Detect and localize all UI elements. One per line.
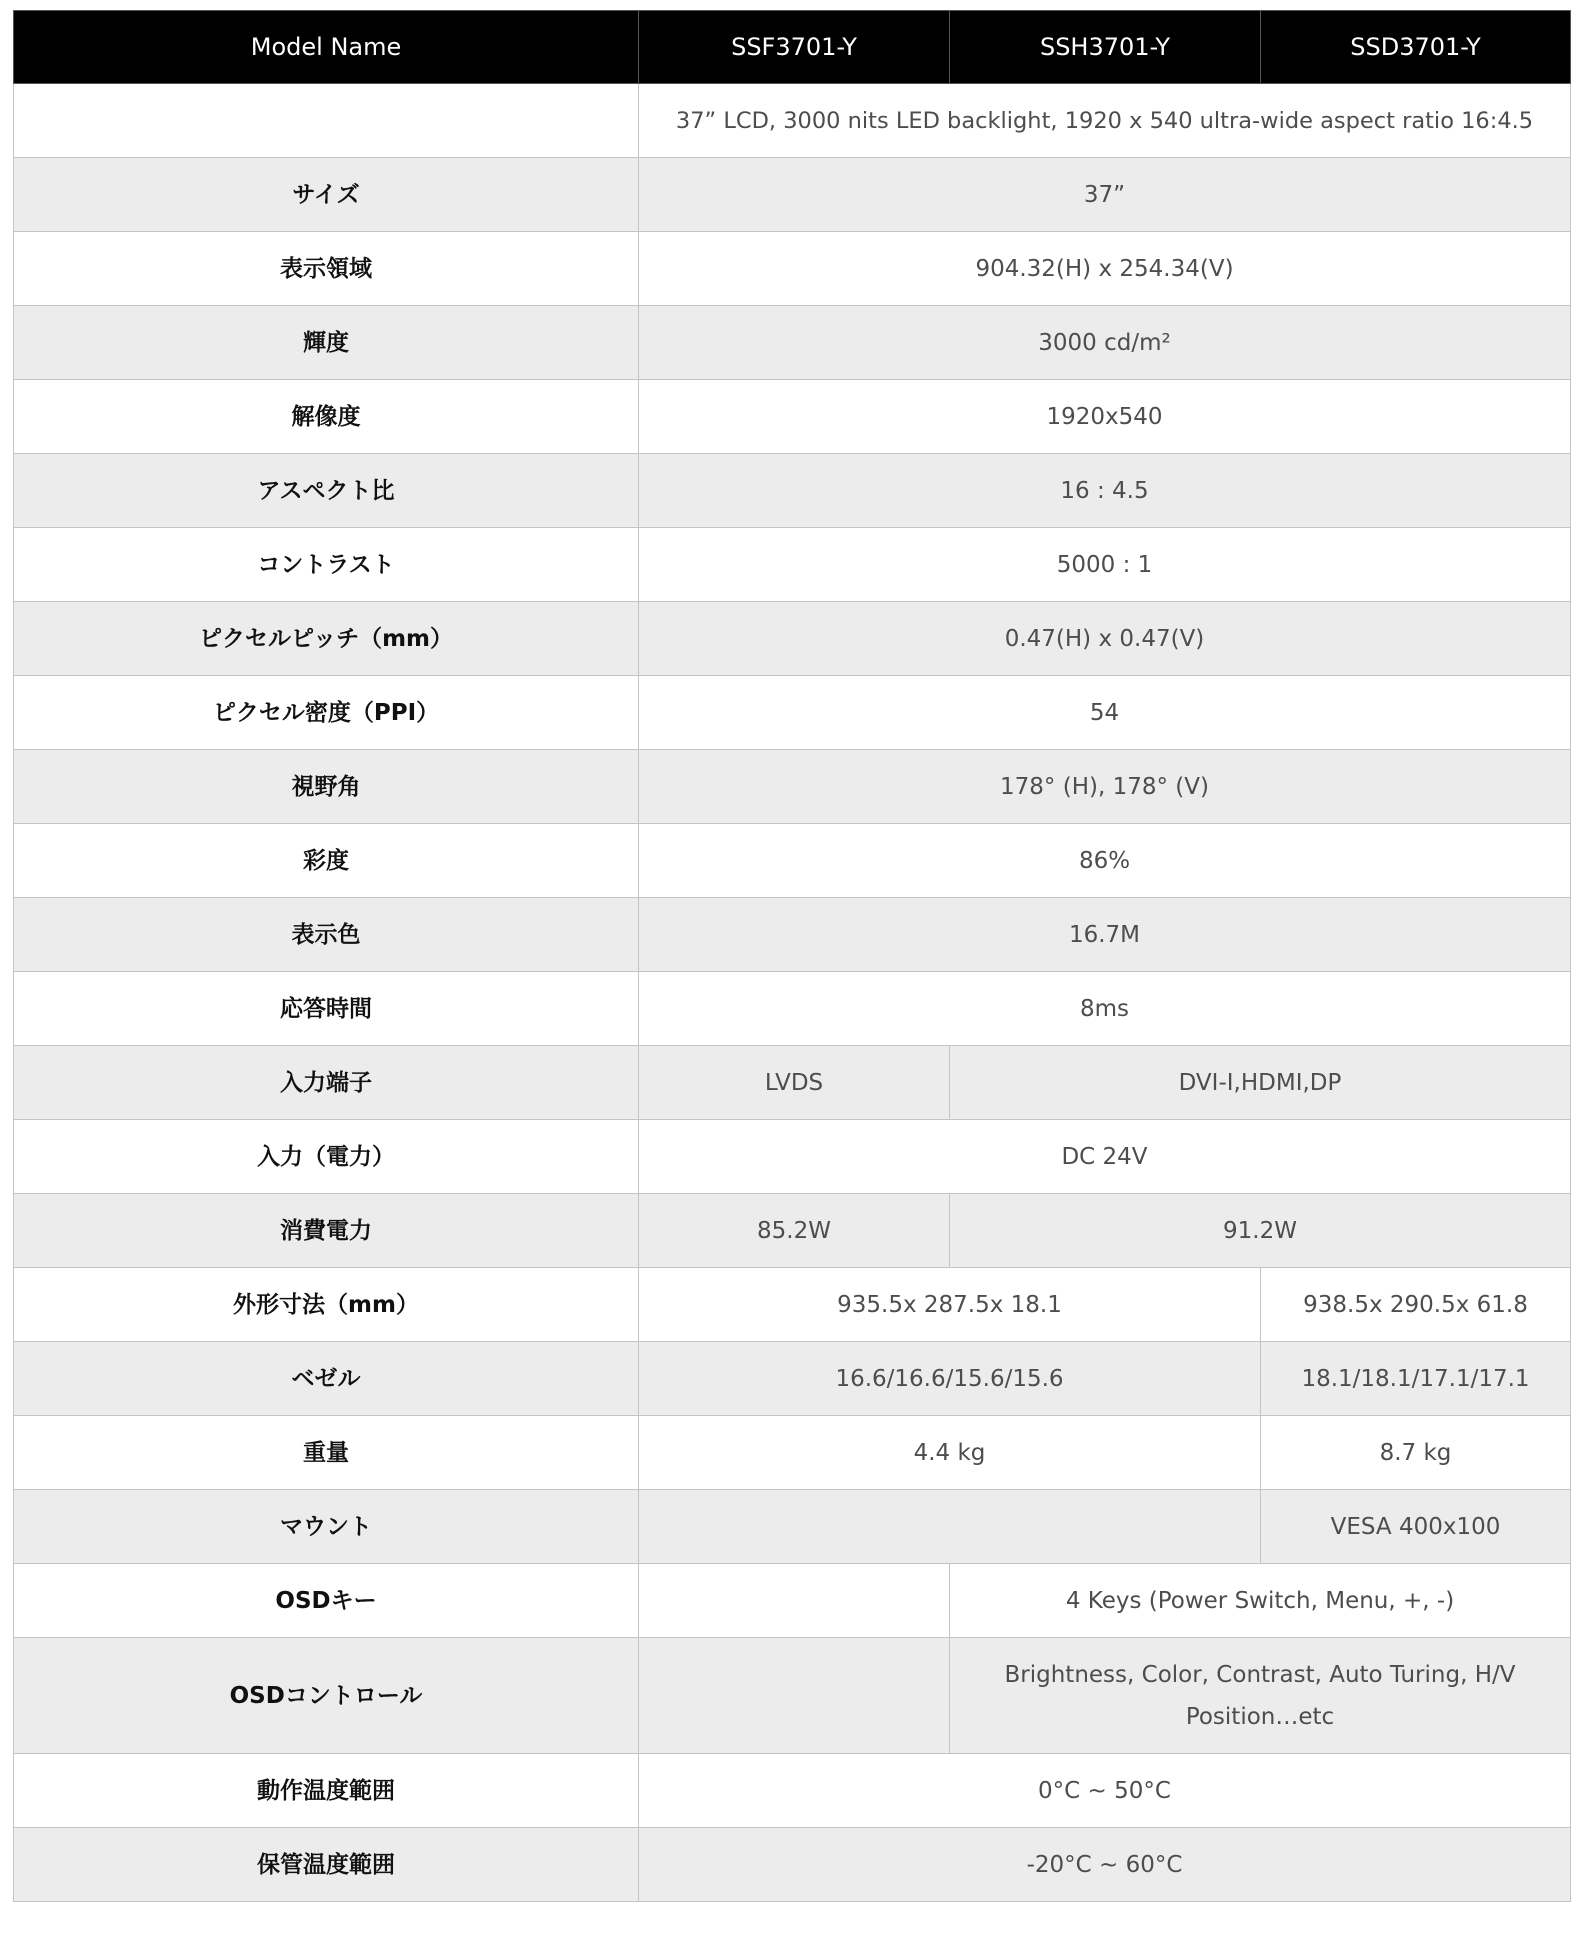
spec-value: 3000 cd/m² <box>639 306 1571 380</box>
spec-value: 16.7M <box>639 898 1571 972</box>
spec-value-ssd: 8.7 kg <box>1261 1416 1571 1490</box>
spec-label: 消費電力 <box>14 1194 639 1268</box>
spec-value: 904.32(H) x 254.34(V) <box>639 232 1571 306</box>
spec-row-pixel-pitch <box>14 602 1571 676</box>
spec-label: OSDキー <box>14 1564 639 1638</box>
spec-row-osd-keys <box>14 1564 1571 1638</box>
spec-row-viewing-angle <box>14 750 1571 824</box>
spec-row-input-terminal <box>14 1046 1571 1120</box>
spec-value: 16 : 4.5 <box>639 454 1571 528</box>
spec-row-resolution <box>14 380 1571 454</box>
spec-value: 37” <box>639 158 1571 232</box>
spec-value: 86% <box>639 824 1571 898</box>
spec-row-size <box>14 158 1571 232</box>
model-header-ssh: SSH3701-Y <box>950 11 1261 84</box>
spec-label: ベゼル <box>14 1342 639 1416</box>
spec-table <box>13 10 1571 1902</box>
spec-row-display-colors <box>14 898 1571 972</box>
spec-label: 重量 <box>14 1416 639 1490</box>
spec-value-ssf-ssh: 935.5x 287.5x 18.1 <box>639 1268 1261 1342</box>
spec-label: 動作温度範囲 <box>14 1754 639 1828</box>
spec-label: OSDコントロール <box>14 1638 639 1754</box>
spec-value: 8ms <box>639 972 1571 1046</box>
spec-row-dimensions <box>14 1268 1571 1342</box>
spec-label: アスペクト比 <box>14 454 639 528</box>
spec-value-ssf-ssh <box>639 1490 1261 1564</box>
spec-label: 入力（電力） <box>14 1120 639 1194</box>
spec-value: 0°C ~ 50°C <box>639 1754 1571 1828</box>
spec-value: 54 <box>639 676 1571 750</box>
spec-row-display-area <box>14 232 1571 306</box>
spec-label: 解像度 <box>14 380 639 454</box>
spec-value-ssf-ssh: 16.6/16.6/15.6/15.6 <box>639 1342 1261 1416</box>
spec-label: サイズ <box>14 158 639 232</box>
intro-value: 37” LCD, 3000 nits LED backlight, 1920 x 540 ultra-wide aspect ratio 16:4.5 <box>639 84 1571 158</box>
spec-label: マウント <box>14 1490 639 1564</box>
spec-label: 応答時間 <box>14 972 639 1046</box>
spec-label: 入力端子 <box>14 1046 639 1120</box>
spec-value-ssf <box>639 1638 950 1754</box>
spec-row-response-time <box>14 972 1571 1046</box>
spec-row-operating-temp <box>14 1754 1571 1828</box>
spec-label: ピクセル密度（PPI） <box>14 676 639 750</box>
spec-value-ssf <box>639 1564 950 1638</box>
spec-value: DC 24V <box>639 1120 1571 1194</box>
model-header-ssd: SSD3701-Y <box>1261 11 1571 84</box>
spec-label: 表示領域 <box>14 232 639 306</box>
spec-label: 視野角 <box>14 750 639 824</box>
spec-value-ssf: LVDS <box>639 1046 950 1120</box>
spec-label: 彩度 <box>14 824 639 898</box>
spec-label: 保管温度範囲 <box>14 1828 639 1902</box>
spec-row-pixel-density <box>14 676 1571 750</box>
spec-row-weight <box>14 1416 1571 1490</box>
spec-value-ssd: VESA 400x100 <box>1261 1490 1571 1564</box>
spec-value-ssh-ssd: 91.2W <box>950 1194 1571 1268</box>
spec-row-input-power <box>14 1120 1571 1194</box>
spec-row-power-consumption <box>14 1194 1571 1268</box>
spec-row-aspect-ratio <box>14 454 1571 528</box>
spec-value: 0.47(H) x 0.47(V) <box>639 602 1571 676</box>
spec-value-ssd: 18.1/18.1/17.1/17.1 <box>1261 1342 1571 1416</box>
spec-row-bezel <box>14 1342 1571 1416</box>
spec-row-osd-control <box>14 1638 1571 1754</box>
spec-label: ピクセルピッチ（mm） <box>14 602 639 676</box>
spec-value-ssf: 85.2W <box>639 1194 950 1268</box>
spec-value-ssf-ssh: 4.4 kg <box>639 1416 1261 1490</box>
spec-row-contrast <box>14 528 1571 602</box>
model-header-ssf: SSF3701-Y <box>639 11 950 84</box>
spec-label: 外形寸法（mm） <box>14 1268 639 1342</box>
spec-value-ssh-ssd: Brightness, Color, Contrast, Auto Turing, H/V Position…etc <box>950 1638 1571 1754</box>
intro-label-cell <box>14 84 639 158</box>
spec-label: 表示色 <box>14 898 639 972</box>
spec-row-mount <box>14 1490 1571 1564</box>
spec-row-brightness <box>14 306 1571 380</box>
spec-value-ssd: 938.5x 290.5x 61.8 <box>1261 1268 1571 1342</box>
spec-value-ssh-ssd: DVI-I,HDMI,DP <box>950 1046 1571 1120</box>
spec-value: 5000 : 1 <box>639 528 1571 602</box>
spec-value: 178° (H), 178° (V) <box>639 750 1571 824</box>
model-name-header: Model Name <box>14 11 639 84</box>
spec-value-ssh-ssd: 4 Keys (Power Switch, Menu, +, -) <box>950 1564 1571 1638</box>
spec-value: 1920x540 <box>639 380 1571 454</box>
spec-label: 輝度 <box>14 306 639 380</box>
intro-row <box>14 84 1571 158</box>
spec-value: -20°C ~ 60°C <box>639 1828 1571 1902</box>
spec-label: コントラスト <box>14 528 639 602</box>
header-row <box>14 11 1571 84</box>
spec-row-storage-temp <box>14 1828 1571 1902</box>
spec-row-saturation <box>14 824 1571 898</box>
